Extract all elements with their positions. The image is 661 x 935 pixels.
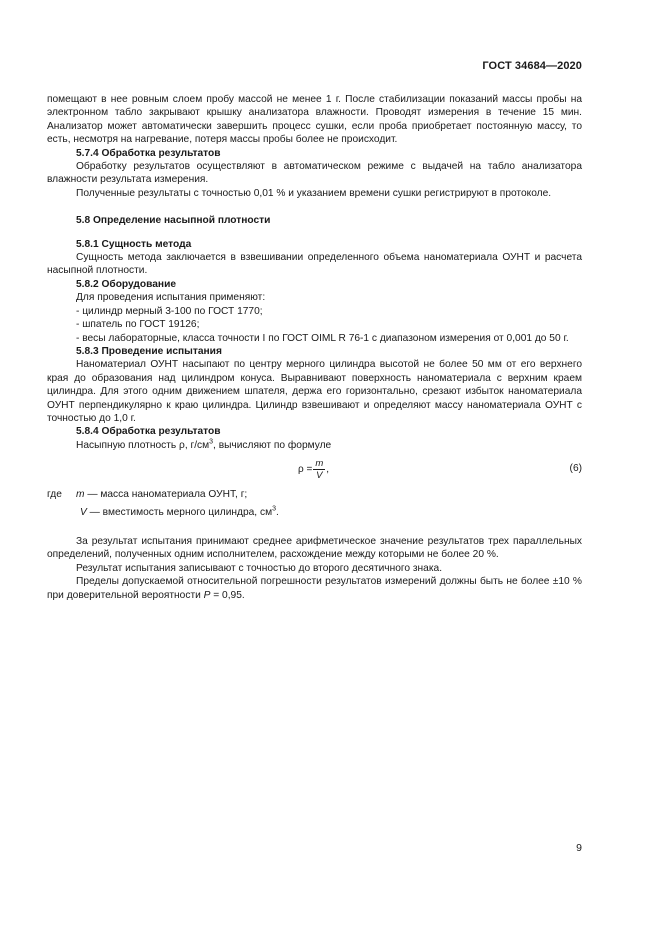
superscript: 3 bbox=[272, 505, 276, 513]
section-heading-5-8-2: 5.8.2 Оборудование bbox=[76, 278, 176, 290]
superscript: 3 bbox=[209, 438, 214, 446]
formula-tail: , bbox=[326, 463, 330, 475]
section-heading-5-8-4: 5.8.4 Обработка результатов bbox=[76, 426, 221, 438]
paragraph: Сущность метода заключается в взвешивании определенного объема наноматериала ОУНТ и расчета насыпной плотности. bbox=[47, 252, 582, 277]
section-heading-5-8: 5.8 Определение насыпной плотности bbox=[76, 215, 271, 227]
text: — вместимость мерного цилиндра, см bbox=[86, 506, 273, 518]
section-heading-5-8-1: 5.8.1 Сущность метода bbox=[76, 238, 192, 250]
paragraph: За результат испытания принимают среднее арифметическое значение результатов трех параллельных определений, полученных одним исполнителем, расхождение между которыми не более 20 %. bbox=[47, 535, 582, 561]
fraction bbox=[313, 458, 325, 481]
text: Пределы допускаемой относительной погрешности результатов измерений должны быть не более ±10 % при доверительной вероятности bbox=[47, 576, 582, 601]
paragraph bbox=[47, 439, 582, 452]
text: = 0,95. bbox=[210, 589, 245, 601]
symbol-p: P bbox=[203, 589, 211, 601]
fraction-numerator: m bbox=[315, 458, 324, 470]
text: — масса наноматериала ОУНТ, г; bbox=[84, 489, 248, 501]
standard-header: ГОСТ 34684—2020 bbox=[482, 60, 582, 72]
where-word: где bbox=[47, 489, 62, 501]
paragraph: Обработку результатов осуществляют в автоматическом режиме с выдачей на табло анализатора влажности результата измерения. bbox=[47, 161, 582, 186]
document-body bbox=[47, 93, 582, 602]
page-number: 9 bbox=[576, 842, 582, 854]
paragraph: помещают в нее ровным слоем пробу массой не менее 1 г. После стабилизации показаний массы пробы на электронном табло закрывают крышку анализатора влажности. Проводят измерения в течение 15 мин. Анализатор может автоматически завершить процесс сушки, если проба приобретает постоянную массу, то есть, несмотря на нагревание, потеря массы пробы более не происходит. bbox=[47, 94, 582, 146]
formula-expression bbox=[298, 458, 329, 481]
text: . bbox=[275, 506, 279, 518]
paragraph bbox=[47, 575, 582, 602]
text: Насыпную плотность ρ, г/см bbox=[76, 439, 210, 451]
paragraph: Для проведения испытания применяют: bbox=[76, 292, 266, 304]
symbol-v: V bbox=[80, 506, 87, 518]
list-item: - весы лабораторные, класса точности I по ГОСТ OIML R 76-1 с диапазоном измерения от 0,001 до 50 г. bbox=[76, 332, 569, 344]
paragraph: Результат испытания записывают с точностью до второго десятичного знака. bbox=[76, 562, 443, 574]
paragraph: Полученные результаты с точностью 0,01 % и указанием времени сушки регистрируют в протоколе. bbox=[76, 187, 552, 199]
fraction-denominator: V bbox=[316, 470, 323, 482]
formula-lhs: ρ = bbox=[298, 463, 313, 475]
equation-number: (6) bbox=[569, 463, 582, 475]
list-item: - шпатель по ГОСТ 19126; bbox=[76, 319, 200, 331]
symbol-m: m bbox=[76, 489, 85, 501]
list-item: - цилиндр мерный 3-100 по ГОСТ 1770; bbox=[76, 305, 263, 317]
where-line-m bbox=[47, 488, 582, 501]
text: , вычисляют по формуле bbox=[213, 439, 332, 451]
formula-6 bbox=[47, 456, 582, 480]
section-heading-5-8-3: 5.8.3 Проведение испытания bbox=[76, 345, 222, 357]
section-heading-5-7-4: 5.7.4 Обработка результатов bbox=[76, 147, 221, 159]
paragraph: Наноматериал ОУНТ насыпают по центру мерного цилиндра высотой не более 50 мм от его верхнего края до образования над цилиндром конуса. Выравнивают поверхность наноматериала с верхним краем цилиндра. Для этого одним движением шпателя, держа его горизонтально, срезают избыток наноматериала ОУНТ перпендикулярно к краю цилиндра. Цилиндр взвешивают и определяют массу наноматериала ОУНТ с точностью до 1,0 г. bbox=[47, 359, 582, 424]
where-line-v bbox=[47, 506, 582, 519]
